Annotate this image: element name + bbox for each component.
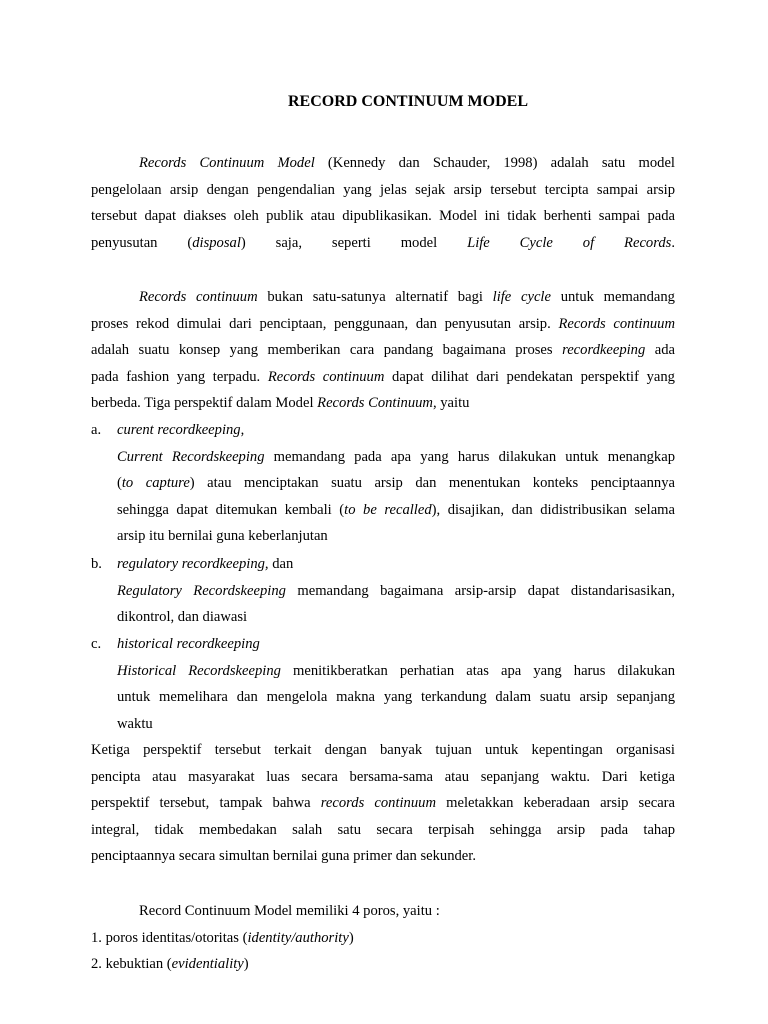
text-line: perspektif tersebut, tampak bahwa records continuum meletakkan keberadaan arsip secara <box>91 795 676 811</box>
text-line: Records Continuum Model (Kennedy dan Schauder, 1998) adalah satu model <box>139 155 675 171</box>
text-line: waktu <box>117 715 153 732</box>
text-line: proses rekod dimulai dari penciptaan, penggunaan, dan penyusutan arsip. Records continuum <box>91 315 676 332</box>
text-line: pencipta atau masyarakat luas secara bersama-sama atau sepanjang waktu. Dari ketiga <box>91 768 675 785</box>
list-heading: curent recordkeeping, <box>117 422 245 438</box>
text-line: pengelolaan arsip dengan pengendalian yang jelas sejak arsip tersebut tercipta sampai arsip <box>91 181 675 198</box>
paragraph-continuum <box>91 284 675 417</box>
document-title: RECORD CONTINUUM MODEL <box>288 93 528 110</box>
text-line: pada fashion yang terpadu. Records continuum dapat dilihat dari pendekatan perspektif yang <box>91 368 675 385</box>
text-line: integral, tidak membedakan salah satu secara terpisah sehingga arsip pada tahap <box>91 821 675 838</box>
text-line: Record Continuum Model memiliki 4 poros, yaitu : <box>139 903 440 919</box>
text-line: penciptaannya secara simultan bernilai guna primer dan sekunder. <box>91 848 476 864</box>
text-line: (to capture) atau menciptakan suatu arsip dan menentukan konteks penciptaannya <box>117 475 675 491</box>
text-line: tersebut dapat diakses oleh publik atau dipublikasikan. Model ini tidak berhenti sampai pada <box>91 208 675 224</box>
text-line: Records continuum bukan satu-satunya alternatif bagi life cycle untuk memandang <box>139 289 675 305</box>
axis-item: 1. poros identitas/otoritas (identity/authority) <box>91 929 354 946</box>
text-line: Current Recordskeeping memandang pada apa yang harus dilakukan untuk menangkap <box>117 448 675 465</box>
text-line: penyusutan (disposal) saja, seperti model Life Cycle of Records. <box>91 234 675 251</box>
axis-item: 2. kebuktian (evidentiality) <box>91 956 249 972</box>
text-line: dikontrol, dan diawasi <box>117 609 248 625</box>
list-marker: b. <box>91 556 102 572</box>
text-line: Regulatory Recordskeeping memandang bagaimana arsip-arsip dapat distandarisasikan, <box>117 582 675 599</box>
list-item-body <box>117 417 675 550</box>
paragraph-axes <box>91 898 675 978</box>
list-marker: c. <box>91 636 102 652</box>
list-heading: historical recordkeeping <box>117 636 260 652</box>
list-item-body <box>117 551 675 631</box>
list-marker: a. <box>91 422 102 438</box>
paragraph-perspectives <box>91 737 675 870</box>
text-line: untuk memelihara dan mengelola makna yang terkandung dalam suatu arsip sepanjang <box>117 689 675 705</box>
text-line: adalah suatu konsep yang memberikan cara pandang bagaimana proses recordkeeping ada <box>91 342 675 358</box>
list-heading: regulatory recordkeeping, dan <box>117 556 294 572</box>
text-line: Ketiga perspektif tersebut terkait dengan banyak tujuan untuk kepentingan organisasi <box>91 742 675 758</box>
text-line: Historical Recordskeeping menitikberatkan perhatian atas apa yang harus dilakukan <box>117 662 675 679</box>
text-line: sehingga dapat ditemukan kembali (to be recalled), disajikan, dan didistribusikan selama <box>117 501 676 518</box>
paragraph-intro <box>91 150 675 256</box>
text-line: berbeda. Tiga perspektif dalam Model Records Continuum, yaitu <box>91 395 470 411</box>
text-line: arsip itu bernilai guna keberlanjutan <box>117 528 328 544</box>
list-item-body <box>117 631 675 737</box>
